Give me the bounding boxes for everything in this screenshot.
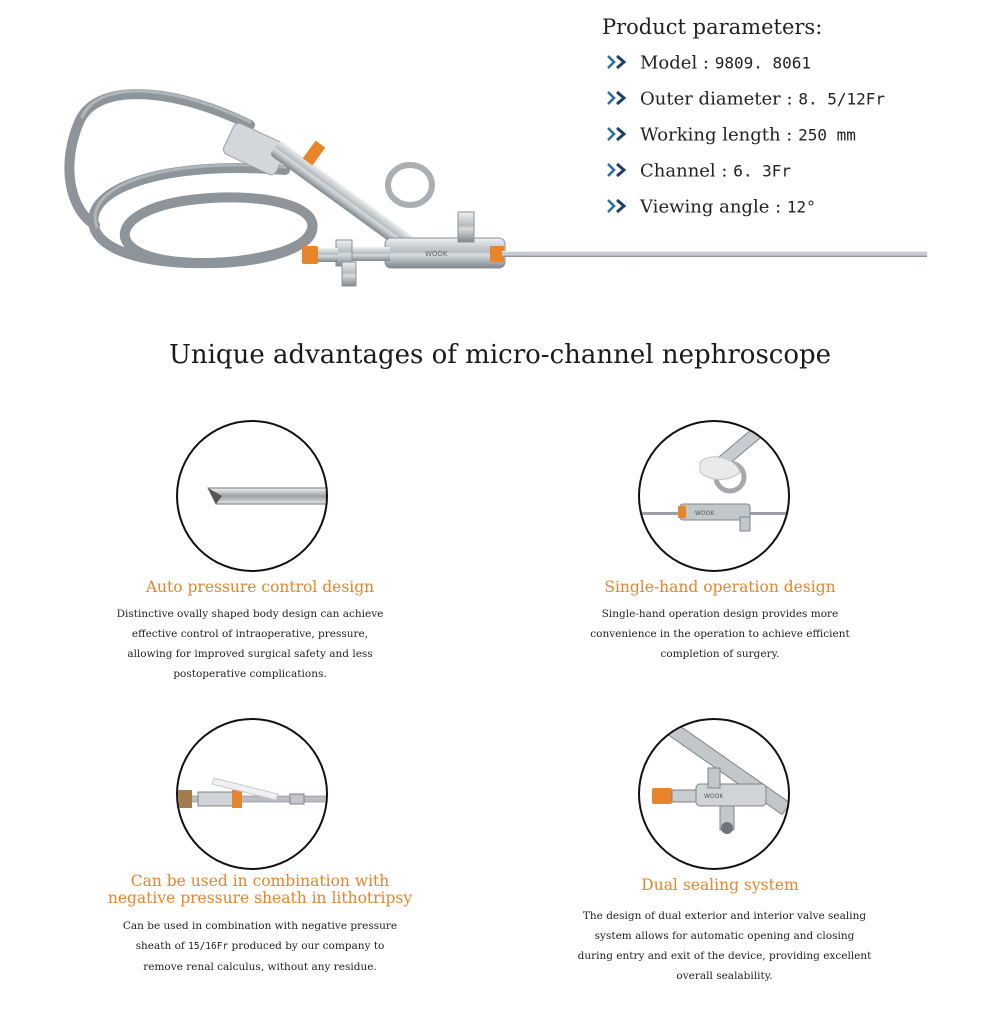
feature-description: Can be used in combination with negative pressure sheath of 15/16Fr produced by our company to remove renal calculus, without any residue. (122, 920, 398, 973)
param-viewing-angle: Viewing angle : 12° (606, 196, 816, 226)
section-title: Unique advantages of micro-channel nephroscope (168, 340, 832, 370)
feature-title: Auto pressure control design (145, 578, 375, 596)
param-model: Model : 9809. 8061 (606, 52, 811, 82)
svg-text:WOOK: WOOK (695, 510, 715, 517)
chevron-right-icon (606, 161, 640, 182)
feature-title: Single-hand operation design (604, 578, 836, 596)
feature-description: The design of dual exterior and interior valve sealing system allows for automatic opening and closing during entry and exit of the device, providing excellent overall sealability. (577, 910, 872, 982)
feature-title: Dual sealing system (641, 876, 799, 894)
feature-image-single-hand (638, 420, 790, 572)
param-outer-diameter: Outer diameter : 8. 5/12Fr (606, 88, 885, 118)
feature-title (90, 873, 430, 907)
feature-description: Distinctive ovally shaped body design can achieve effective control of intraoperative, pressure, allowing for improved surgical safety and less postoperative complications. (116, 608, 384, 680)
chevron-right-icon (606, 53, 640, 74)
param-working-length: Working length : 250 mm (606, 124, 856, 154)
param-channel: Channel : 6. 3Fr (606, 160, 791, 190)
feature-image-sheath-combination (176, 718, 328, 870)
sheath-size-code: 15/16Fr (188, 941, 229, 952)
svg-text:WOOK: WOOK (704, 793, 724, 800)
svg-text:WOOK: WOOK (425, 250, 448, 258)
feature-image-dual-sealing (638, 718, 790, 870)
feature-description: Single-hand operation design provides more convenience in the operation to achieve efficient completion of surgery. (590, 608, 850, 660)
chevron-right-icon (606, 197, 640, 218)
feature-image-scope-tip (176, 420, 328, 572)
feature-title-line: Can be used in combination with (130, 872, 390, 890)
product-parameters-title: Product parameters: (602, 15, 823, 39)
chevron-right-icon (606, 125, 640, 146)
chevron-right-icon (606, 89, 640, 110)
feature-title-line: negative pressure sheath in lithotripsy (107, 889, 413, 907)
